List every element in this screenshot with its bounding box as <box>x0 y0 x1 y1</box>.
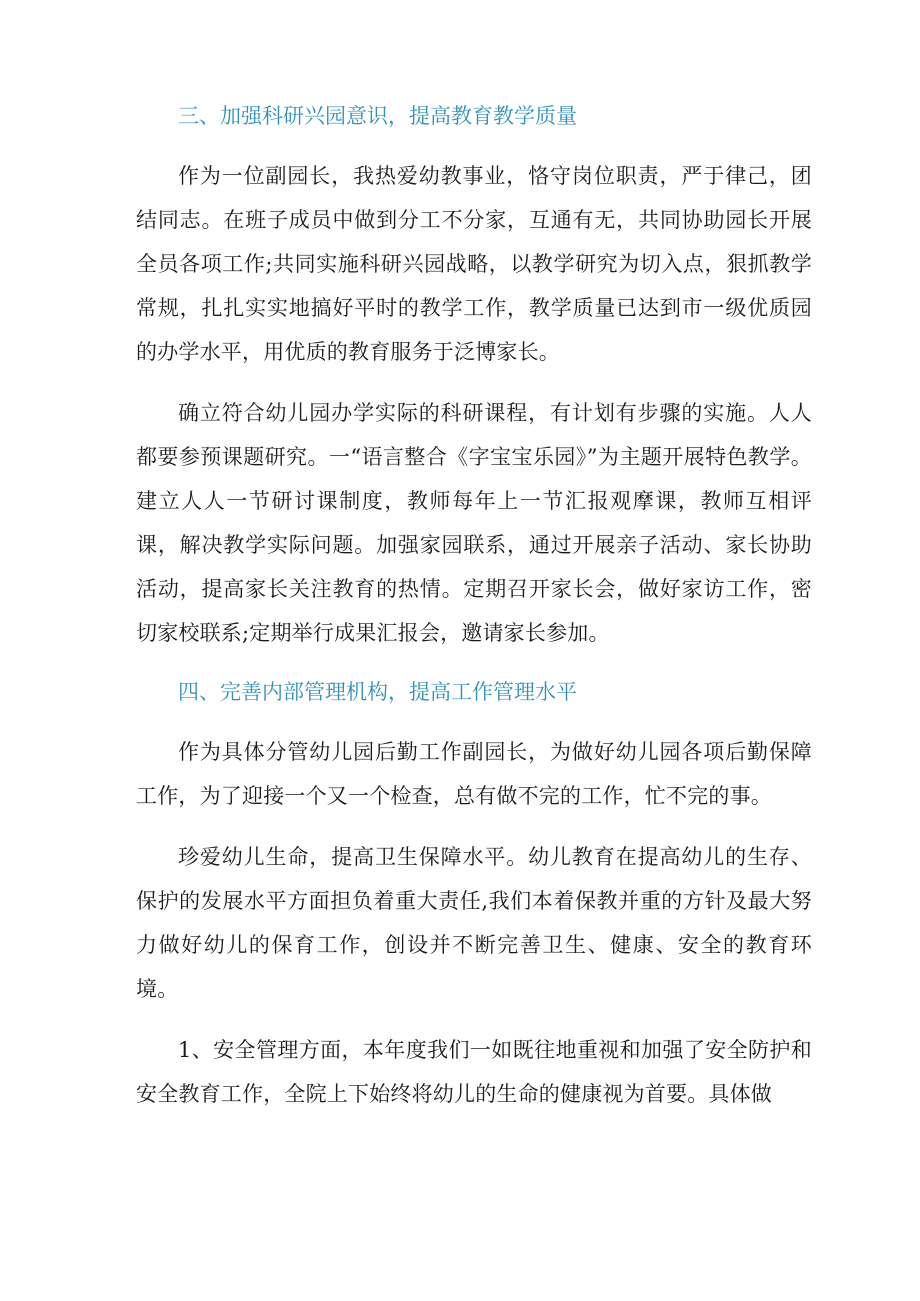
section-heading-3: 三、加强科研兴园意识，提高教育教学质量 <box>178 104 577 128</box>
paragraph-logistics: 作为具体分管幼儿园后勤工作副园长，为做好幼儿园各项后勤保障工作，为了迎接一个又一个检查，总有做不完的工作，忙不完的事。 <box>136 740 812 808</box>
paragraph-duties: 作为一位副园长，我热爱幼教事业，恪守岗位职责，严于律己，团结同志。在班子成员中做到分工不分家，互通有无，共同协助园长开展全员各项工作;共同实施科研兴园战略，以教学研究为切入点，狠抓教学常规，扎扎实实地搞好平时的教学工作，教学质量已达到市一级优质园的办学水平，用优质的教育服务于泛博家长。 <box>136 164 812 364</box>
section-heading-4: 四、完善内部管理机构，提高工作管理水平 <box>178 680 577 704</box>
paragraph-safety: 1、安全管理方面，本年度我们一如既往地重视和加强了安全防护和安全教育工作，全院上下始终将幼儿的生命的健康视为首要。具体做 <box>136 1038 812 1106</box>
paragraph-health: 珍爱幼儿生命，提高卫生保障水平。幼儿教育在提高幼儿的生存、保护的发展水平方面担负着重大责任,我们本着保教并重的方针及最大努力做好幼儿的保育工作，创设并不断完善卫生、健康、安全的教育环境。 <box>136 845 812 1001</box>
document-body <box>136 96 812 1133</box>
paragraph-research: 确立符合幼儿园办学实际的科研课程，有计划有步骤的实施。人人都要参预课题研究。一“语言整合《字宝宝乐园》”为主题开展特色教学。建立人人一节研讨课制度，教师每年上一节汇报观摩课，教师互相评课，解决教学实际问题。加强家园联系，通过开展亲子活动、家长协助活动，提高家长关注教育的热情。定期召开家长会，做好家访工作，密切家校联系;定期举行成果汇报会，邀请家长参加。 <box>136 401 812 645</box>
